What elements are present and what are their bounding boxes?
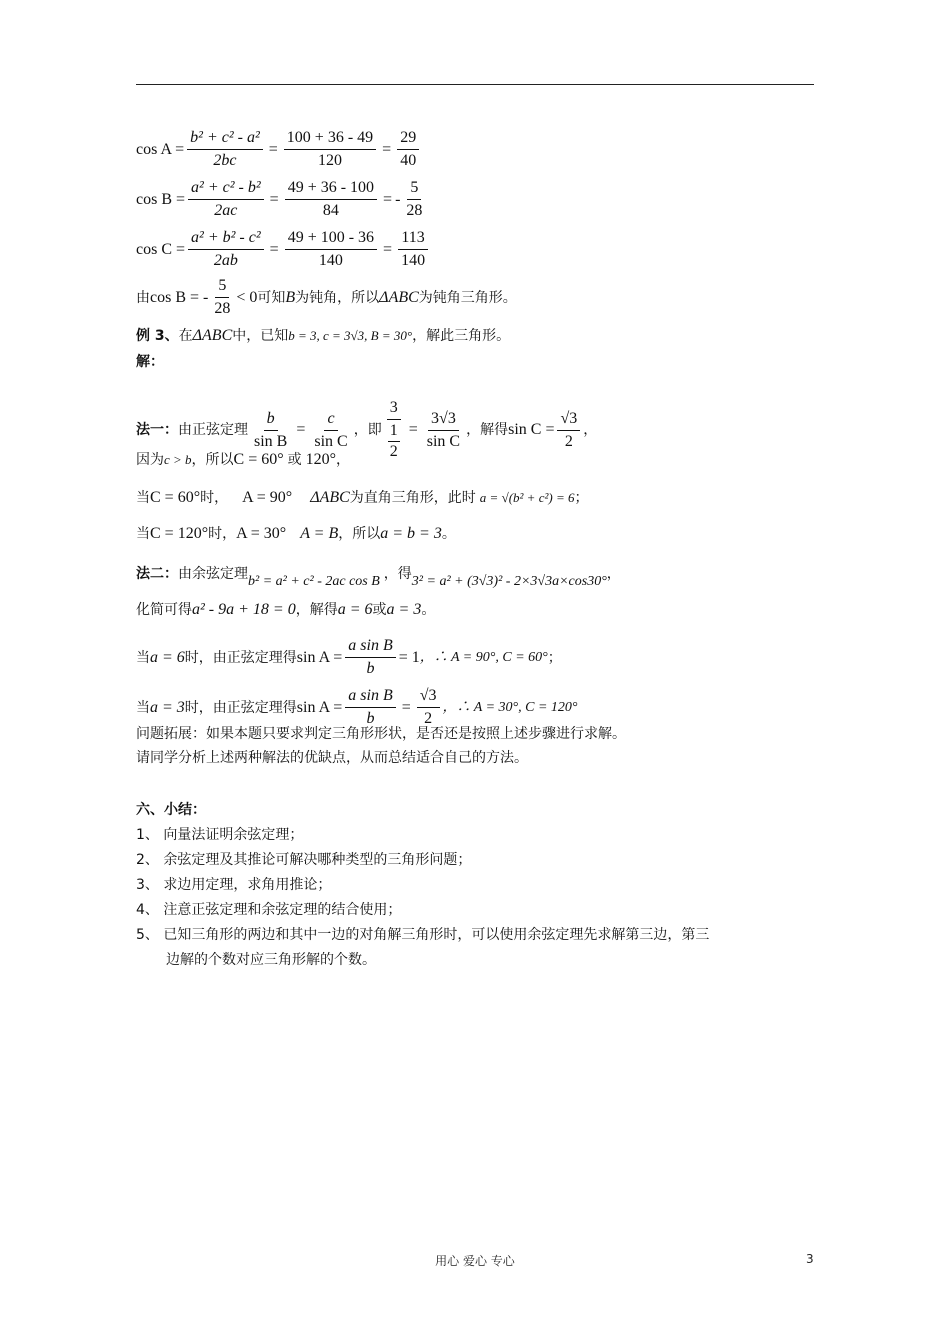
text: 或 bbox=[372, 602, 387, 618]
minus-sign: - bbox=[395, 190, 401, 208]
method-2 bbox=[136, 556, 621, 592]
summary-item: 1、 向量法证明余弦定理； bbox=[136, 827, 304, 843]
frac-den: 2 bbox=[389, 443, 398, 460]
summary-item: 3、 求边用定理，求角用推论； bbox=[136, 877, 332, 893]
frac-num: b bbox=[264, 409, 278, 431]
math: a = b = 3 bbox=[380, 525, 442, 542]
text: ，解得 bbox=[295, 602, 338, 618]
text: 当 bbox=[136, 526, 150, 542]
frac-num: 3 bbox=[387, 398, 401, 420]
frac bbox=[285, 228, 377, 271]
frac-den: 2ab bbox=[213, 252, 238, 269]
math: a = √(b² + c²) = 6 bbox=[479, 490, 575, 505]
frac-den: 140 bbox=[318, 252, 343, 269]
text: 时，由正弦定理得 bbox=[184, 649, 297, 666]
case-a6 bbox=[136, 636, 562, 679]
frac-den: 2 bbox=[564, 432, 573, 450]
frac-num: 100 + 36 - 49 bbox=[284, 128, 376, 150]
cos-a-formula: cos A = $\frac{\text{b² + c² - a²}}{2bc}$ = $\frac{100 + 36 - 49}{120}$ = $\frac{29}{40}$ bbox=[136, 128, 422, 171]
case-c60 bbox=[136, 488, 588, 508]
math: C = 60° bbox=[150, 489, 201, 506]
math: sin C = bbox=[508, 421, 555, 438]
summary-item: 2、 余弦定理及其推论可解决哪种类型的三角形问题； bbox=[136, 852, 472, 868]
frac-den: 28 bbox=[406, 202, 423, 219]
math: 120° bbox=[305, 451, 337, 468]
math: = 1 bbox=[398, 648, 420, 666]
text: 解： bbox=[136, 354, 164, 370]
text: ，解得 bbox=[466, 422, 509, 438]
frac bbox=[187, 128, 263, 171]
frac bbox=[403, 178, 425, 221]
frac-num: 1 bbox=[388, 421, 400, 442]
frac-den: sin C bbox=[426, 432, 461, 450]
text: ， bbox=[336, 452, 351, 468]
frac-den: 40 bbox=[400, 152, 417, 169]
frac-num: 113 bbox=[398, 228, 427, 250]
frac bbox=[557, 409, 580, 452]
math: b = 3, c = 3√3, B = 30° bbox=[288, 328, 413, 343]
text: 由余弦定理 bbox=[178, 566, 248, 582]
math: = bbox=[401, 698, 411, 716]
math: sin A = bbox=[296, 648, 343, 666]
analysis-text: 请同学分析上述两种解法的优缺点，从而总结适合自己的方法。 bbox=[136, 750, 528, 766]
simplify-line bbox=[136, 600, 435, 620]
frac-den: 2bc bbox=[213, 152, 237, 169]
math: a = 6 bbox=[337, 601, 373, 618]
text: 可知 bbox=[257, 289, 286, 306]
text: ； bbox=[574, 490, 589, 506]
math: A = 30° bbox=[236, 525, 287, 542]
text: ，所以 bbox=[191, 452, 234, 468]
method-label: 法一： bbox=[136, 422, 178, 438]
summary-item-continued: 边解的个数对应三角形解的个数。 bbox=[166, 952, 376, 968]
text: 时，由正弦定理得 bbox=[184, 699, 297, 716]
math: 3² = a² + (3√3)² - 2×3√3a×cos30° bbox=[411, 574, 607, 589]
frac-num: √3 bbox=[417, 686, 440, 708]
text: 为钝角，所以 bbox=[295, 289, 380, 306]
frac-num: 49 + 100 - 36 bbox=[285, 228, 377, 250]
text: 当 bbox=[136, 699, 150, 716]
text: ，即 bbox=[353, 422, 382, 438]
text: 或 bbox=[287, 452, 302, 468]
math: a = 6 bbox=[150, 648, 185, 666]
frac-num: a² + b² - c² bbox=[188, 228, 264, 250]
method-label: 法二： bbox=[136, 566, 178, 582]
extension-text: 问题拓展：如果本题只要求判定三角形形状，是否还是按照上述步骤进行求解。 bbox=[136, 726, 626, 742]
because-line bbox=[136, 450, 350, 470]
page-number: 3 bbox=[806, 1252, 814, 1266]
example-label: 例 3、 bbox=[136, 328, 179, 344]
text: 当 bbox=[136, 490, 150, 506]
footer-text: 用心 爱心 专心 bbox=[435, 1254, 515, 1268]
frac-den: 2ac bbox=[214, 202, 238, 219]
frac bbox=[345, 636, 395, 679]
case-c120 bbox=[136, 524, 456, 544]
case-a3 bbox=[136, 686, 578, 729]
text: 因为 bbox=[136, 452, 164, 468]
math: sin A = bbox=[296, 698, 343, 716]
text: 由正弦定理 bbox=[178, 422, 248, 438]
math: ΔABC bbox=[192, 327, 233, 344]
math: a = 3 bbox=[386, 601, 422, 618]
math: a = 3 bbox=[150, 698, 185, 716]
frac-num: 5 bbox=[407, 178, 421, 200]
frac-den: b bbox=[366, 710, 375, 727]
frac bbox=[424, 409, 463, 452]
math: a² - 9a + 18 = 0 bbox=[192, 601, 296, 618]
math: c > b bbox=[164, 452, 192, 467]
frac-num: b² + c² - a² bbox=[187, 128, 263, 150]
math: A = B bbox=[300, 525, 339, 542]
frac bbox=[385, 398, 403, 462]
text: 化简可得 bbox=[136, 602, 192, 618]
text: 当 bbox=[136, 649, 150, 666]
math: B bbox=[285, 288, 296, 306]
frac bbox=[284, 128, 376, 171]
header-rule bbox=[136, 84, 814, 85]
text: 。 bbox=[421, 602, 436, 618]
frac-den: sin C bbox=[314, 432, 348, 450]
frac bbox=[251, 409, 290, 452]
frac-den: 2 bbox=[424, 710, 433, 727]
frac-num: 49 + 36 - 100 bbox=[285, 178, 377, 200]
math: C = 60° bbox=[233, 451, 284, 468]
text: ， bbox=[583, 422, 598, 438]
frac-num: 29 bbox=[397, 128, 419, 150]
math: C = 120° bbox=[150, 525, 209, 542]
frac-num: √3 bbox=[557, 409, 580, 431]
frac-den: 120 bbox=[317, 152, 342, 169]
frac-den: 140 bbox=[401, 252, 426, 269]
text: 在 bbox=[178, 328, 193, 344]
frac bbox=[285, 178, 377, 221]
example-3 bbox=[136, 326, 510, 346]
frac-num: 3√3 bbox=[428, 409, 459, 431]
math: A = 90° bbox=[242, 489, 293, 506]
frac-num: a² + c² - b² bbox=[188, 178, 264, 200]
text: ，得 bbox=[383, 566, 412, 582]
frac-num: a sin B bbox=[345, 686, 395, 708]
frac bbox=[417, 686, 440, 729]
cos-b-formula: cos B = $\frac{\text{a² + c² - b²}}{2ac}$ = $\frac{49 + 36 - 100}{84}$ = - $\frac{5}{28}$ bbox=[136, 178, 428, 221]
frac-den: sin B bbox=[254, 432, 288, 450]
text: 为直角三角形，此时 bbox=[349, 490, 476, 506]
text: ，解此三角形。 bbox=[412, 328, 511, 344]
frac-num: c bbox=[324, 409, 337, 431]
text: 时， bbox=[200, 490, 229, 506]
math: < 0 bbox=[236, 288, 258, 306]
cos-c-lhs: cos C = bbox=[136, 240, 186, 258]
cos-a-lhs: cos A = bbox=[136, 140, 185, 158]
frac-num: a sin B bbox=[345, 636, 395, 658]
summary-title: 六、小结： bbox=[136, 802, 206, 818]
math: ，∴ A = 90°, C = 60° bbox=[419, 649, 548, 665]
obtuse-conclusion bbox=[136, 276, 517, 319]
frac bbox=[397, 128, 419, 171]
cos-b-lhs: cos B = bbox=[136, 190, 186, 208]
frac-num: 5 bbox=[215, 276, 229, 298]
summary-item: 4、 注意正弦定理和余弦定理的结合使用； bbox=[136, 902, 402, 918]
text: ； bbox=[547, 649, 562, 666]
solution-label bbox=[136, 352, 164, 372]
frac bbox=[188, 228, 264, 271]
math: b² = a² + c² - 2ac cos B bbox=[248, 574, 380, 589]
math: ΔABC bbox=[379, 288, 419, 306]
text: 。 bbox=[441, 526, 456, 542]
text: 时， bbox=[208, 526, 237, 542]
frac bbox=[211, 276, 233, 319]
cos-c-formula: cos C = $\frac{\text{a² + b² - c²}}{2ab}$ = $\frac{49 + 100 - 36}{140}$ = $\frac{113}{140}$ bbox=[136, 228, 431, 271]
text: 由 bbox=[136, 289, 150, 306]
math: cos B = - bbox=[150, 288, 209, 306]
frac bbox=[188, 178, 264, 221]
frac bbox=[345, 686, 395, 729]
text: ，所以 bbox=[338, 526, 381, 542]
text: 为钝角三角形。 bbox=[418, 289, 517, 306]
frac bbox=[311, 409, 350, 452]
frac-den: 28 bbox=[214, 300, 231, 317]
frac-den: b bbox=[366, 660, 375, 677]
summary-item: 5、 已知三角形的两边和其中一边的对角解三角形时，可以使用余弦定理先求解第三边，第三 bbox=[136, 927, 710, 943]
frac-den bbox=[385, 420, 403, 462]
math: ，∴ A = 30°, C = 120° bbox=[442, 699, 578, 715]
method-1: 法一： 由正弦定理 $\frac{b}{\text{sin B}}$ = $\frac{c}{\text{sin C}}$ ，即 $\frac{3}{\frac{1}{2}}$ = $\frac{3√3}{\text{sin C}}$ ，解得 sin C = $\frac{√3}{2}$ ， bbox=[136, 399, 598, 460]
math: ΔABC bbox=[310, 489, 350, 506]
text: ， bbox=[606, 566, 621, 582]
frac bbox=[398, 228, 428, 271]
text: 中，已知 bbox=[232, 328, 289, 344]
frac-den: 84 bbox=[322, 202, 339, 219]
